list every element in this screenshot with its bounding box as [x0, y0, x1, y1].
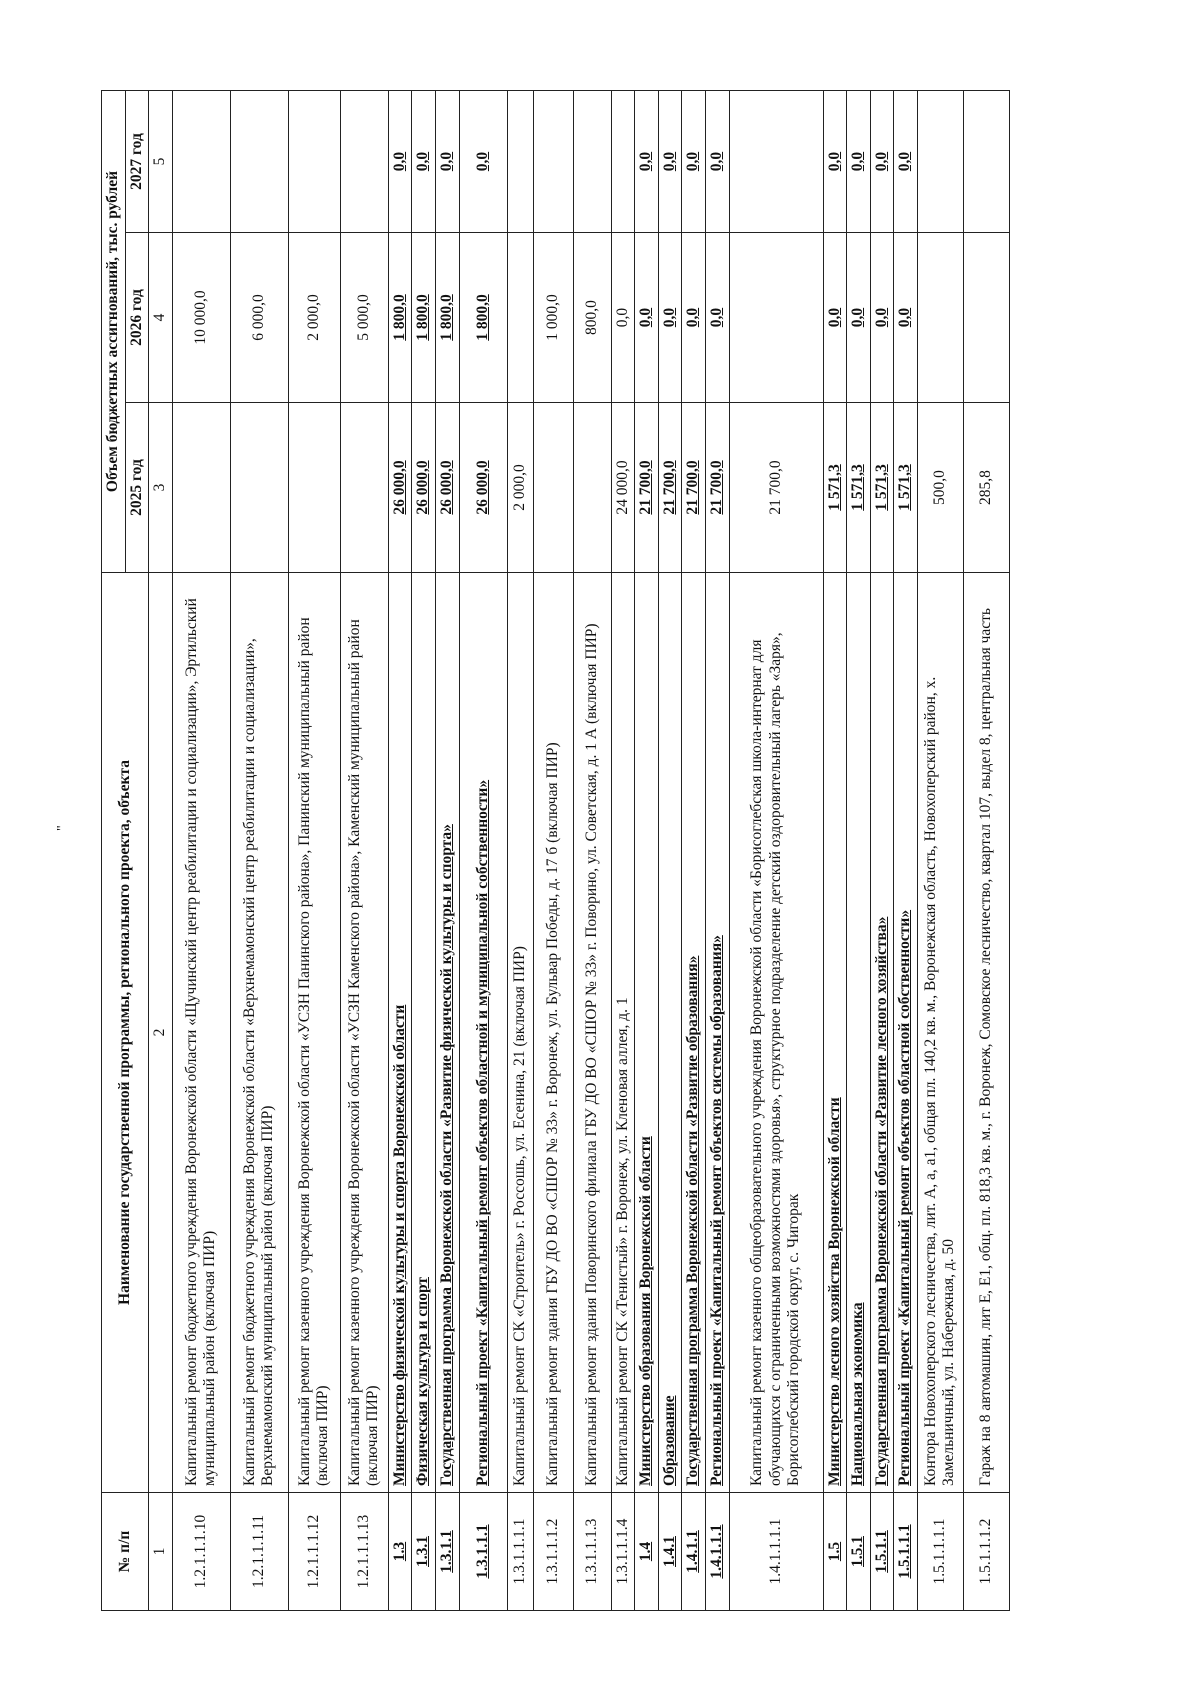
row-name: Капитальный ремонт казенного общеобразовательного учреждения Воронежской области «Борисоглебская школа-интернат для обучающихся с ограниченными возможностями здоровья», структурное подразделение детский оздоровительный лагерь «Заря», Борисоглебский городской округ, с. Чигорак	[729, 573, 823, 1493]
row-code: 1.3.1.1.1.1	[507, 1493, 533, 1611]
row-value-2025: 21 700,0	[682, 403, 706, 573]
row-name: Государственная программа Воронежской области «Развитие лесного хозяйства»	[870, 573, 894, 1493]
row-value-2027: 0,0	[658, 91, 682, 233]
row-name: Министерство образования Воронежской области	[635, 573, 659, 1493]
row-value-2025	[288, 403, 340, 573]
row-code: 1.4.1.1	[682, 1493, 706, 1611]
row-value-2026: 1 800,0	[412, 233, 436, 403]
table-row	[507, 91, 533, 1611]
table-row	[847, 91, 871, 1611]
row-value-2027: 0,0	[870, 91, 894, 233]
row-value-2027: 0,0	[459, 91, 507, 233]
row-value-2026: 5 000,0	[340, 233, 388, 403]
row-name: Капитальный ремонт бюджетного учреждения Воронежской области «Верхнемамонский центр реабилитации и социализации», Верхнемамонский муниципальный район (включая ПИР)	[230, 573, 288, 1493]
table-row	[705, 91, 729, 1611]
col-index: 2	[149, 573, 173, 1493]
row-name: Министерство лесного хозяйства Воронежской области	[823, 573, 847, 1493]
row-value-2025	[573, 403, 611, 573]
row-value-2027	[917, 91, 963, 233]
table-row	[459, 91, 507, 1611]
row-value-2027	[729, 91, 823, 233]
row-value-2026: 0,0	[870, 233, 894, 403]
table-row	[658, 91, 682, 1611]
table-row	[894, 91, 918, 1611]
row-value-2025	[230, 403, 288, 573]
row-value-2027	[340, 91, 388, 233]
row-name: Капитальный ремонт СК «Строитель» г. Россошь, ул. Есенина, 21 (включая ПИР)	[507, 573, 533, 1493]
table-row	[230, 91, 288, 1611]
row-value-2027: 0,0	[635, 91, 659, 233]
row-value-2026: 6 000,0	[230, 233, 288, 403]
table-row	[533, 91, 573, 1611]
year-2025-header: 2025 год	[125, 403, 149, 573]
row-value-2025: 26 000,0	[388, 403, 412, 573]
row-value-2027: 0,0	[847, 91, 871, 233]
row-value-2025: 21 700,0	[729, 403, 823, 573]
table-row	[611, 91, 635, 1611]
rotated-page	[55, 11, 1141, 1611]
table-row	[635, 91, 659, 1611]
row-name: Региональный проект «Капитальный ремонт объектов областной и муниципальной собственности»	[459, 573, 507, 1493]
table-body	[172, 91, 1009, 1611]
row-name: Контора Новохоперского лесничества, лит. А, а, а1, общая пл. 140,2 кв. м., Воронежская область, Новохоперский район, х. Замельничный, ул. Набережная, д. 50	[917, 573, 963, 1493]
row-value-2025: 26 000,0	[459, 403, 507, 573]
row-name: Министерство физической культуры и спорта Воронежской области	[388, 573, 412, 1493]
row-value-2025: 1 571,3	[870, 403, 894, 573]
row-code: 1.5.1.1.1.2	[963, 1493, 1009, 1611]
row-code: 1.4.1.1.1	[705, 1493, 729, 1611]
row-value-2025	[340, 403, 388, 573]
table-row	[172, 91, 230, 1611]
row-value-2026	[729, 233, 823, 403]
table-row	[729, 91, 823, 1611]
row-value-2025: 1 571,3	[894, 403, 918, 573]
row-name: Региональный проект «Капитальный ремонт объектов системы образования»	[705, 573, 729, 1493]
row-value-2025: 285,8	[963, 403, 1009, 573]
row-value-2027: 0,0	[682, 91, 706, 233]
table-row	[870, 91, 894, 1611]
row-name: Капитальный ремонт казенного учреждения Воронежской области «УСЗН Каменского района», Каменский муниципальный район (включая ПИР)	[340, 573, 388, 1493]
row-code: 1.3.1.1.1	[459, 1493, 507, 1611]
page-mark: "	[55, 825, 70, 831]
row-value-2026: 2 000,0	[288, 233, 340, 403]
row-value-2026: 1 000,0	[533, 233, 573, 403]
row-value-2027	[963, 91, 1009, 233]
row-value-2027	[611, 91, 635, 233]
row-value-2025: 26 000,0	[412, 403, 436, 573]
row-code: 1.5.1.1	[870, 1493, 894, 1611]
row-code: 1.5.1.1.1	[894, 1493, 918, 1611]
row-code: 1.4.1.1.1.1	[729, 1493, 823, 1611]
row-value-2025	[172, 403, 230, 573]
row-value-2027: 0,0	[823, 91, 847, 233]
col-index: 5	[149, 91, 173, 233]
row-code: 1.3.1.1.1.2	[533, 1493, 573, 1611]
row-value-2026: 1 800,0	[388, 233, 412, 403]
row-value-2027: 0,0	[705, 91, 729, 233]
table-row	[682, 91, 706, 1611]
row-value-2027: 0,0	[412, 91, 436, 233]
row-name: Капитальный ремонт здания Поворинского филиала ГБУ ДО ВО «СШОР № 33» г. Поворино, ул. Советская, д. 1 А (включая ПИР)	[573, 573, 611, 1493]
year-2027-header: 2027 год	[125, 91, 149, 233]
row-code: 1.3.1.1.1.3	[573, 1493, 611, 1611]
row-name: Физическая культура и спорт	[412, 573, 436, 1493]
row-value-2026: 0,0	[894, 233, 918, 403]
row-code: 1.4.1	[658, 1493, 682, 1611]
row-value-2025: 1 571,3	[823, 403, 847, 573]
row-name: Капитальный ремонт здания ГБУ ДО ВО «СШОР № 33» г. Воронеж, ул. Бульвар Победы, д. 17 б (включая ПИР)	[533, 573, 573, 1493]
row-value-2027	[573, 91, 611, 233]
row-value-2026	[917, 233, 963, 403]
row-value-2026: 10 000,0	[172, 233, 230, 403]
row-name: Государственная программа Воронежской области «Развитие физической культуры и спорта»	[435, 573, 459, 1493]
row-value-2027: 0,0	[435, 91, 459, 233]
row-value-2025: 21 700,0	[658, 403, 682, 573]
table-row	[435, 91, 459, 1611]
col-name-header: Наименование государственной программы, регионального проекта, объекта	[102, 573, 149, 1493]
row-value-2026	[963, 233, 1009, 403]
table-row	[388, 91, 412, 1611]
row-value-2026: 0,0	[658, 233, 682, 403]
row-code: 1.2.1.1.1.11	[230, 1493, 288, 1611]
table-row	[288, 91, 340, 1611]
budget-table	[101, 90, 1010, 1611]
row-value-2027	[288, 91, 340, 233]
row-value-2026	[507, 233, 533, 403]
row-code: 1.3.1.1	[435, 1493, 459, 1611]
table-row	[963, 91, 1009, 1611]
row-value-2026: 0,0	[611, 233, 635, 403]
row-value-2025: 26 000,0	[435, 403, 459, 573]
row-value-2026: 0,0	[705, 233, 729, 403]
row-value-2027	[230, 91, 288, 233]
row-value-2025: 2 000,0	[507, 403, 533, 573]
row-name: Региональный проект «Капитальный ремонт объектов областной собственности»	[894, 573, 918, 1493]
row-value-2026: 0,0	[682, 233, 706, 403]
row-code: 1.3	[388, 1493, 412, 1611]
row-value-2027: 0,0	[894, 91, 918, 233]
row-value-2025: 1 571,3	[847, 403, 871, 573]
row-value-2025	[533, 403, 573, 573]
col-index: 4	[149, 233, 173, 403]
col-number-header: № п/п	[102, 1493, 149, 1611]
row-code: 1.2.1.1.1.13	[340, 1493, 388, 1611]
row-value-2027	[172, 91, 230, 233]
row-name: Образование	[658, 573, 682, 1493]
row-value-2025: 24 000,0	[611, 403, 635, 573]
row-value-2027	[507, 91, 533, 233]
row-code: 1.3.1.1.1.4	[611, 1493, 635, 1611]
row-value-2025: 500,0	[917, 403, 963, 573]
row-name: Государственная программа Воронежской области «Развитие образования»	[682, 573, 706, 1493]
row-value-2025: 21 700,0	[705, 403, 729, 573]
row-code: 1.3.1	[412, 1493, 436, 1611]
table-row	[573, 91, 611, 1611]
row-name: Капитальный ремонт СК «Тенистый» г. Воронеж, ул. Кленовая аллея, д. 1	[611, 573, 635, 1493]
table-row	[823, 91, 847, 1611]
row-name: Капитальный ремонт бюджетного учреждения Воронежской области «Щучинский центр реабилитации и социализации», Эртильский муниципальный район (включая ПИР)	[172, 573, 230, 1493]
row-name: Национальная экономика	[847, 573, 871, 1493]
row-value-2027	[533, 91, 573, 233]
row-code: 1.2.1.1.1.10	[172, 1493, 230, 1611]
table-row	[917, 91, 963, 1611]
row-code: 1.5.1	[847, 1493, 871, 1611]
row-code: 1.2.1.1.1.12	[288, 1493, 340, 1611]
col-index: 3	[149, 403, 173, 573]
row-name: Гараж на 8 автомашин, лит Е, Е1, общ. пл. 818,3 кв. м., г. Воронеж, Сомовское лесничество, квартал 107, выдел 8, центральная часть	[963, 573, 1009, 1493]
row-code: 1.4	[635, 1493, 659, 1611]
row-code: 1.5	[823, 1493, 847, 1611]
year-2026-header: 2026 год	[125, 233, 149, 403]
row-value-2026: 800,0	[573, 233, 611, 403]
col-index: 1	[149, 1493, 173, 1611]
row-name: Капитальный ремонт казенного учреждения Воронежской области «УСЗН Панинского района», Панинский муниципальный район (включая ПИР)	[288, 573, 340, 1493]
row-code: 1.5.1.1.1.1	[917, 1493, 963, 1611]
table-row	[412, 91, 436, 1611]
row-value-2026: 0,0	[847, 233, 871, 403]
row-value-2026: 0,0	[823, 233, 847, 403]
row-value-2027: 0,0	[388, 91, 412, 233]
col-budget-header: Объем бюджетных ассигнований, тыс. рублей	[102, 91, 126, 573]
row-value-2025: 21 700,0	[635, 403, 659, 573]
row-value-2026: 0,0	[635, 233, 659, 403]
row-value-2026: 1 800,0	[459, 233, 507, 403]
row-value-2026: 1 800,0	[435, 233, 459, 403]
table-row	[340, 91, 388, 1611]
